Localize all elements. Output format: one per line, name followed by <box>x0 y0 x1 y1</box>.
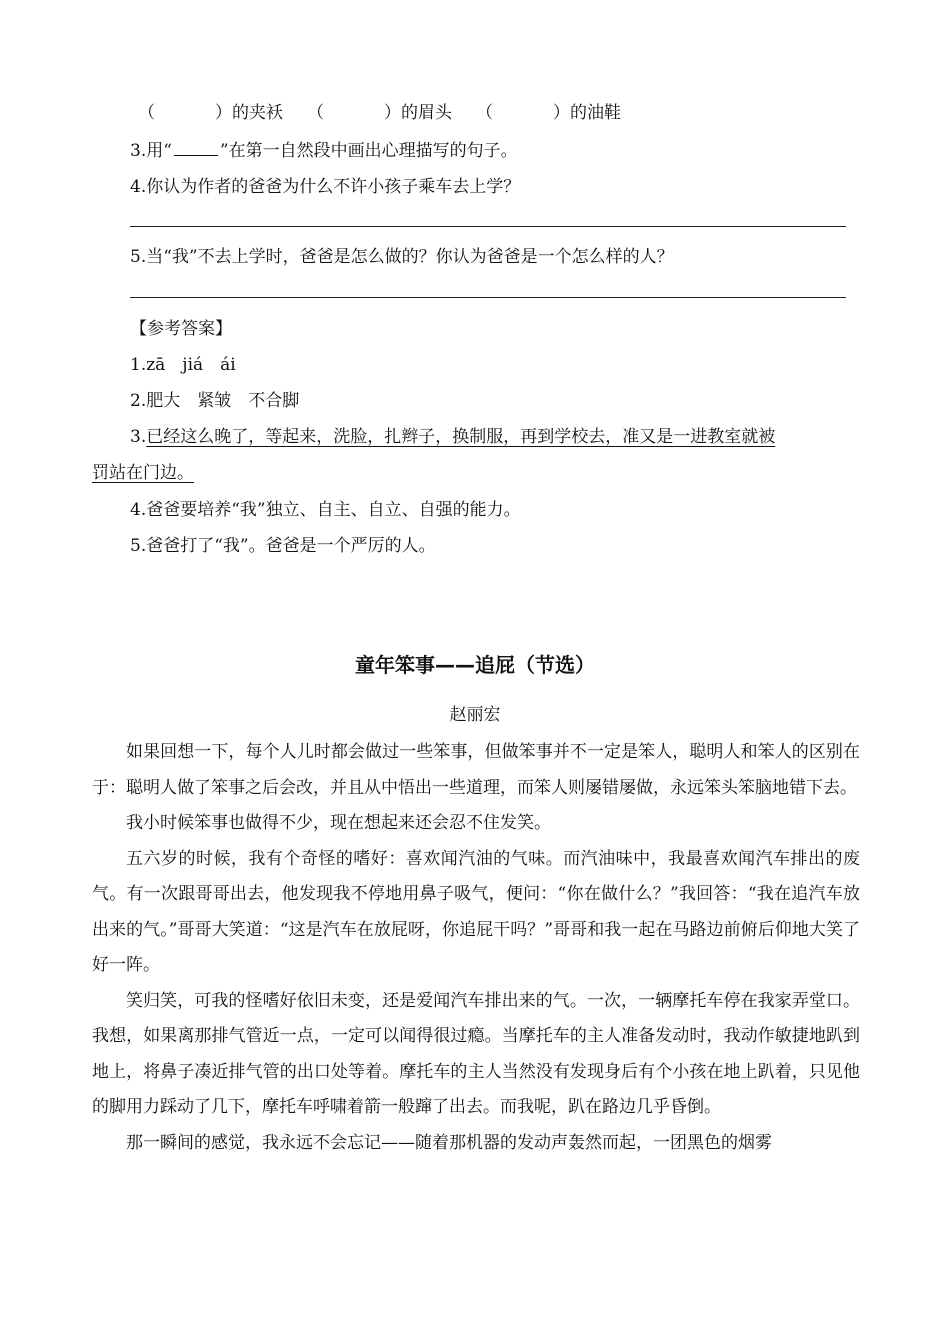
article-author: 赵丽宏 <box>449 705 501 725</box>
q2-paren-3: （ <box>476 103 493 123</box>
answer-3-line-2 <box>92 462 194 484</box>
question-4: 4.你认为作者的爸爸为什么不许小孩子乘车去上学？ <box>130 177 521 197</box>
answer-5: 5.爸爸打了“我”。爸爸是一个严厉的人。 <box>130 536 436 556</box>
question-5: 5.当“我”不去上学时，爸爸是怎么做的？你认为爸爸是一个怎么样的人？ <box>130 247 674 267</box>
answer-1: 1.zā jiá ái <box>130 355 236 375</box>
answer-2: 2.肥大 紧皱 不合脚 <box>130 391 300 411</box>
answer-3-underlined-1: 已经这么晚了，等起来，洗脸，扎辫子，换制服，再到学校去，准又是一进教室就被 <box>146 427 776 447</box>
q2-item-3: ）的油鞋 <box>553 103 621 123</box>
question-3 <box>130 140 518 162</box>
article-body <box>92 735 860 1161</box>
q2-item-2: ）的眉头 <box>384 103 452 123</box>
answer-3-number: 3. <box>130 427 147 447</box>
article-paragraph-5: 那一瞬间的感觉，我永远不会忘记——随着那机器的发动声轰然而起，一团黑色的烟雾 <box>126 1132 772 1153</box>
answer-4: 4.爸爸要培养“我”独立、自主、自立、自强的能力。 <box>130 500 521 520</box>
q2-item-1: ）的夹袄 <box>215 103 283 123</box>
article-title: 童年笨事——追屁（节选） <box>355 653 595 677</box>
answer-3-line-1 <box>130 426 775 448</box>
article-paragraph-2: 我小时候笨事也做得不少，现在想起来还会忍不住发笑。 <box>126 813 551 833</box>
q5-answer-line[interactable] <box>130 297 846 298</box>
article-paragraph-1: 如果回想一下，每个人儿时都会做过一些笨事，但做笨事并不一定是笨人，聪明人和笨人的区别在于：聪明人做了笨事之后会改，并且从中悟出一些道理，而笨人则屡错屡做，永远笨头笨脑地错下去。 <box>92 742 860 798</box>
answers-heading: 【参考答案】 <box>130 319 232 339</box>
q2-paren-1: （ <box>138 103 155 123</box>
article-paragraph-4: 笑归笑，可我的怪嗜好依旧未变，还是爱闻汽车排出来的气。一次，一辆摩托车停在我家弄堂口。我想，如果离那排气管近一点，一定可以闻得很过瘾。当摩托车的主人准备发动时，我动作敏捷地趴到地上，将鼻子凑近排气管的出口处等着。摩托车的主人当然没有发现身后有个小孩在地上趴着，只见他的脚用力踩动了几下，摩托车呼啸着箭一般蹿了出去。而我呢，趴在路边几乎昏倒。 <box>92 990 860 1117</box>
q3-text-after: ”在第一自然段中画出心理描写的句子。 <box>219 141 518 161</box>
article-paragraph-3: 五六岁的时候，我有个奇怪的嗜好：喜欢闻汽油的气味。而汽油味中，我最喜欢闻汽车排出的废气。有一次跟哥哥出去，他发现我不停地用鼻子吸气，便问：“你在做什么？”我回答：“我在追汽车放出来的气。”哥哥大笑道：“这是汽车在放屁呀，你追屁干吗？”哥哥和我一起在马路边前俯后仰地大笑了好一阵。 <box>92 848 860 975</box>
q2-row <box>138 102 621 124</box>
q3-text-before: 3.用“ <box>130 141 172 161</box>
q4-answer-line[interactable] <box>130 226 846 227</box>
q3-blank-sample <box>174 141 218 156</box>
answer-3-underlined-2: 罚站在门边。 <box>92 463 194 483</box>
q2-paren-2: （ <box>307 103 324 123</box>
